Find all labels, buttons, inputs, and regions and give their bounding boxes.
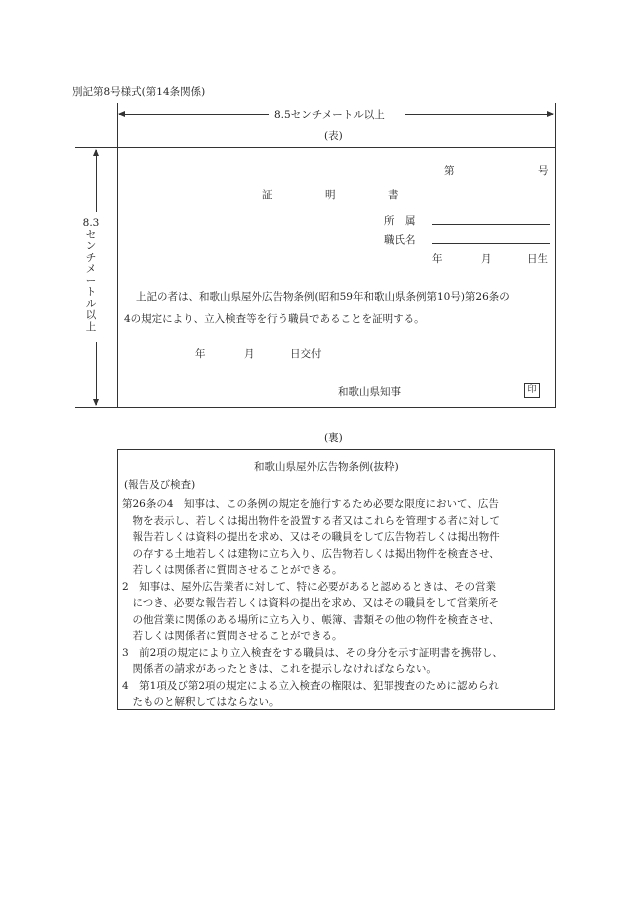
width-arrow-right — [405, 114, 553, 115]
birth-month: 月 — [481, 253, 492, 265]
affiliation-label: 所 属 — [384, 215, 416, 227]
front-left-border — [117, 103, 118, 408]
issuer-name: 和歌山県知事 — [338, 386, 401, 398]
ordinance-line: 物を表示し、若しくは掲出物件を設置する者又はこれらを管理する者に対して — [122, 514, 500, 527]
ordinance-title: 和歌山県屋外広告物条例(抜粋) — [254, 461, 399, 473]
ordinance-subtitle: (報告及び検査) — [124, 479, 196, 491]
issue-year: 年 — [195, 348, 206, 360]
ordinance-line: 報告若しくは資料の提出を求め、又はその職員をして広告物若しくは掲出物件 — [122, 531, 500, 543]
issue-month: 月 — [244, 348, 255, 360]
form-header: 別記第8号様式(第14条関係) — [72, 86, 206, 98]
ordinance-line: 関係者の請求があったときは、これを提示しなければならない。 — [122, 663, 437, 675]
ordinance-line: 2 知事は、屋外広告業者に対して、特に必要があると認めるときは、その営業 — [122, 580, 496, 593]
affiliation-field — [432, 224, 550, 225]
name-field — [432, 243, 550, 244]
ordinance-line: 3 前2項の規定により立入検査をする職員は、その身分を示す証明書を携帯し、 — [122, 646, 503, 659]
ordinance-line: につき、必要な報告若しくは資料の提出を求め、又はその職員をして営業所そ — [122, 597, 499, 609]
birth-year: 年 — [432, 253, 443, 265]
ordinance-line: の存する土地若しくは建物に立ち入り、広告物若しくは掲出物件を検査させ、 — [122, 547, 500, 560]
front-top-border — [75, 147, 556, 148]
number-prefix: 第 — [444, 165, 455, 177]
ordinance-line: 若しくは関係者に質問させることができる。 — [122, 630, 343, 642]
ordinance-line: たものと解釈してはならない。 — [122, 696, 280, 708]
height-arrow-bottom — [96, 342, 97, 405]
back-side-label: (裏) — [324, 432, 343, 444]
width-label: 8.5センチメートル以上 — [274, 109, 385, 121]
seal-stamp: 印 — [524, 383, 540, 398]
height-label: 8.3 セ ン チ メ ー ト ル 以 上 — [82, 217, 100, 333]
number-suffix: 号 — [538, 165, 549, 177]
issue-day: 日交付 — [290, 348, 322, 360]
certificate-body-line1: 上記の者は、和歌山県屋外広告物条例(昭和59年和歌山県条例第10号)第26条の — [136, 291, 510, 303]
certificate-body-line2: 4の規定により、立入検査等を行う職員であることを証明する。 — [124, 313, 425, 325]
ordinance-line: の他営業に関係のある場所に立ち入り、帳簿、書類その他の物件を検査させ、 — [122, 613, 500, 626]
ordinance-line: 4 第1項及び第2項の規定による立入検査の権限は、犯罪捜査のために認められ — [122, 679, 500, 692]
front-bottom-border — [75, 407, 556, 408]
birth-day: 日生 — [527, 253, 548, 265]
ordinance-line: 若しくは関係者に質問させることができる。 — [122, 564, 343, 576]
front-right-border — [555, 103, 556, 408]
height-arrow-top — [96, 150, 97, 212]
name-label: 職氏名 — [384, 234, 416, 246]
ordinance-line: 第26条の4 知事は、この条例の規定を施行するため必要な限度において、広告 — [122, 498, 499, 510]
certificate-title: 証 明 書 — [262, 189, 399, 201]
front-side-label: (表) — [324, 130, 343, 142]
width-arrow-left — [119, 114, 269, 115]
